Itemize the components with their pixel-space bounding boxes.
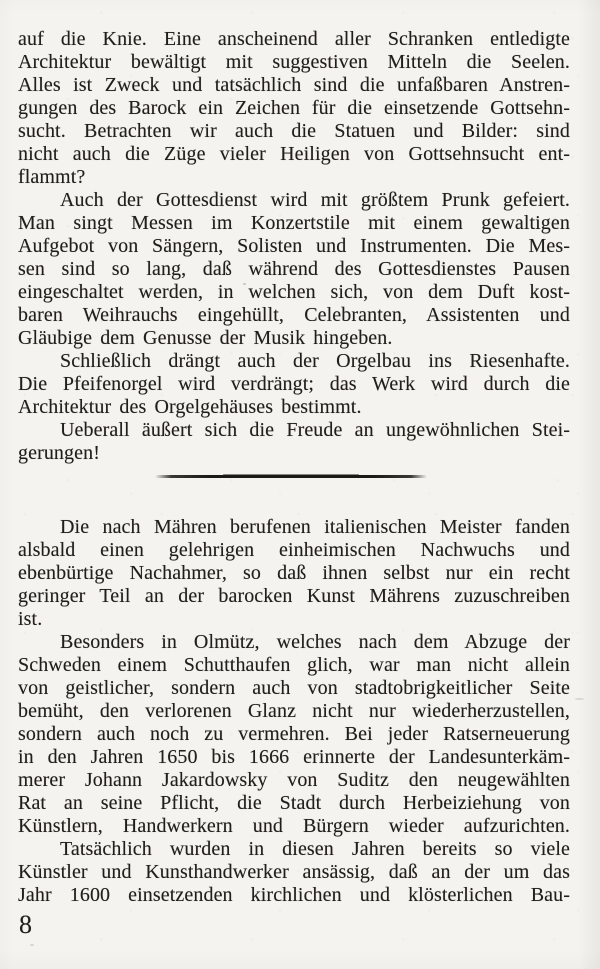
text-line: nicht auch die Züge vieler Heiligen von Gottsehnsucht ent- — [18, 143, 570, 165]
text-line: Auch der Gottesdienst wird mit größtem Prunk gefeiert. — [60, 189, 570, 211]
text-line: merer Johann Jakardowsky von Suditz den neugewählten — [18, 769, 570, 791]
text-section-bottom — [18, 516, 570, 907]
text-line: Architektur des Orgelgehäuses bestimmt. — [18, 396, 362, 418]
text-line: Man singt Messen im Konzertstile mit einem gewaltigen — [18, 212, 570, 234]
paper-speck — [575, 698, 584, 700]
text-line: auf die Knie. Eine anscheinend aller Schranken entledigte — [18, 28, 570, 50]
text-line: geringer Teil an der barocken Kunst Mährens zuzuschreiben — [18, 585, 570, 607]
text-line: Rat an seine Pflicht, die Stadt durch Herbeiziehung von — [18, 792, 570, 814]
text-line: Die Pfeifenorgel wird verdrängt; das Werk wird durch die — [18, 373, 570, 395]
text-line: Künstlern, Handwerkern und Bürgern wieder aufzurichten. — [18, 815, 570, 837]
text-line: gungen des Barock ein Zeichen für die einsetzende Gottsehn- — [18, 97, 570, 119]
text-line: alsbald einen gelehrigen einheimischen Nachwuchs und — [18, 539, 570, 561]
text-line: baren Weihrauchs eingehüllt, Celebranten, Assistenten und — [18, 304, 570, 326]
text-line: Aufgebot von Sängern, Solisten und Instrumenten. Die Mes- — [18, 235, 570, 257]
text-line: Besonders in Olmütz, welches nach dem Abzuge der — [60, 631, 570, 653]
text-line: sucht. Betrachten wir auch die Statuen und Bilder: sind — [18, 120, 570, 142]
text-section-top — [18, 28, 570, 465]
text-line: ist. — [18, 608, 43, 630]
text-line: Jahr 1600 einsetzenden kirchlichen und klösterlichen Bau- — [18, 884, 570, 906]
text-line: Gläubige dem Genusse der Musik hingeben. — [18, 327, 393, 349]
text-line: eingeschaltet werden, in welchen sich, von dem Duft kost- — [18, 281, 570, 303]
page-number: 8 — [19, 910, 32, 939]
paper-speck — [30, 944, 34, 946]
text-line: bemüht, den verlorenen Glanz nicht nur wiederherzustellen, — [18, 700, 570, 722]
text-line: von geistlicher, sondern auch von stadtobrigkeitlicher Seite — [18, 677, 570, 699]
text-line: in den Jahren 1650 bis 1666 erinnerte der Landesunterkäm- — [18, 746, 570, 768]
text-line: Ueberall äußert sich die Freude an ungewöhnlichen Stei- — [60, 419, 570, 441]
section-divider-rule — [155, 475, 427, 478]
text-line: Tatsächlich wurden in diesen Jahren bereits so viele — [60, 838, 570, 860]
text-line: ebenbürtige Nachahmer, so daß ihnen selbst nur ein recht — [18, 562, 570, 584]
text-line: Künstler und Kunsthandwerker ansässig, daß an der um das — [18, 861, 570, 883]
text-line: Alles ist Zweck und tatsächlich sind die unfaßbaren Anstren- — [18, 74, 570, 96]
paper-speck — [243, 283, 246, 285]
text-line: Schweden einem Schutthaufen glich, war man nicht allein — [18, 654, 570, 676]
text-line: gerungen! — [18, 442, 100, 464]
text-line: flammt? — [18, 166, 86, 188]
text-line: sondern auch noch zu vermehren. Bei jeder Ratserneuerung — [18, 723, 570, 745]
text-line: Schließlich drängt auch der Orgelbau ins Riesenhafte. — [60, 350, 570, 372]
text-line: sen sind so lang, daß während des Gottesdienstes Pausen — [18, 258, 570, 280]
text-line: Architektur bewältigt mit suggestiven Mitteln die Seelen. — [18, 51, 570, 73]
text-line: Die nach Mähren berufenen italienischen Meister fanden — [60, 516, 570, 538]
